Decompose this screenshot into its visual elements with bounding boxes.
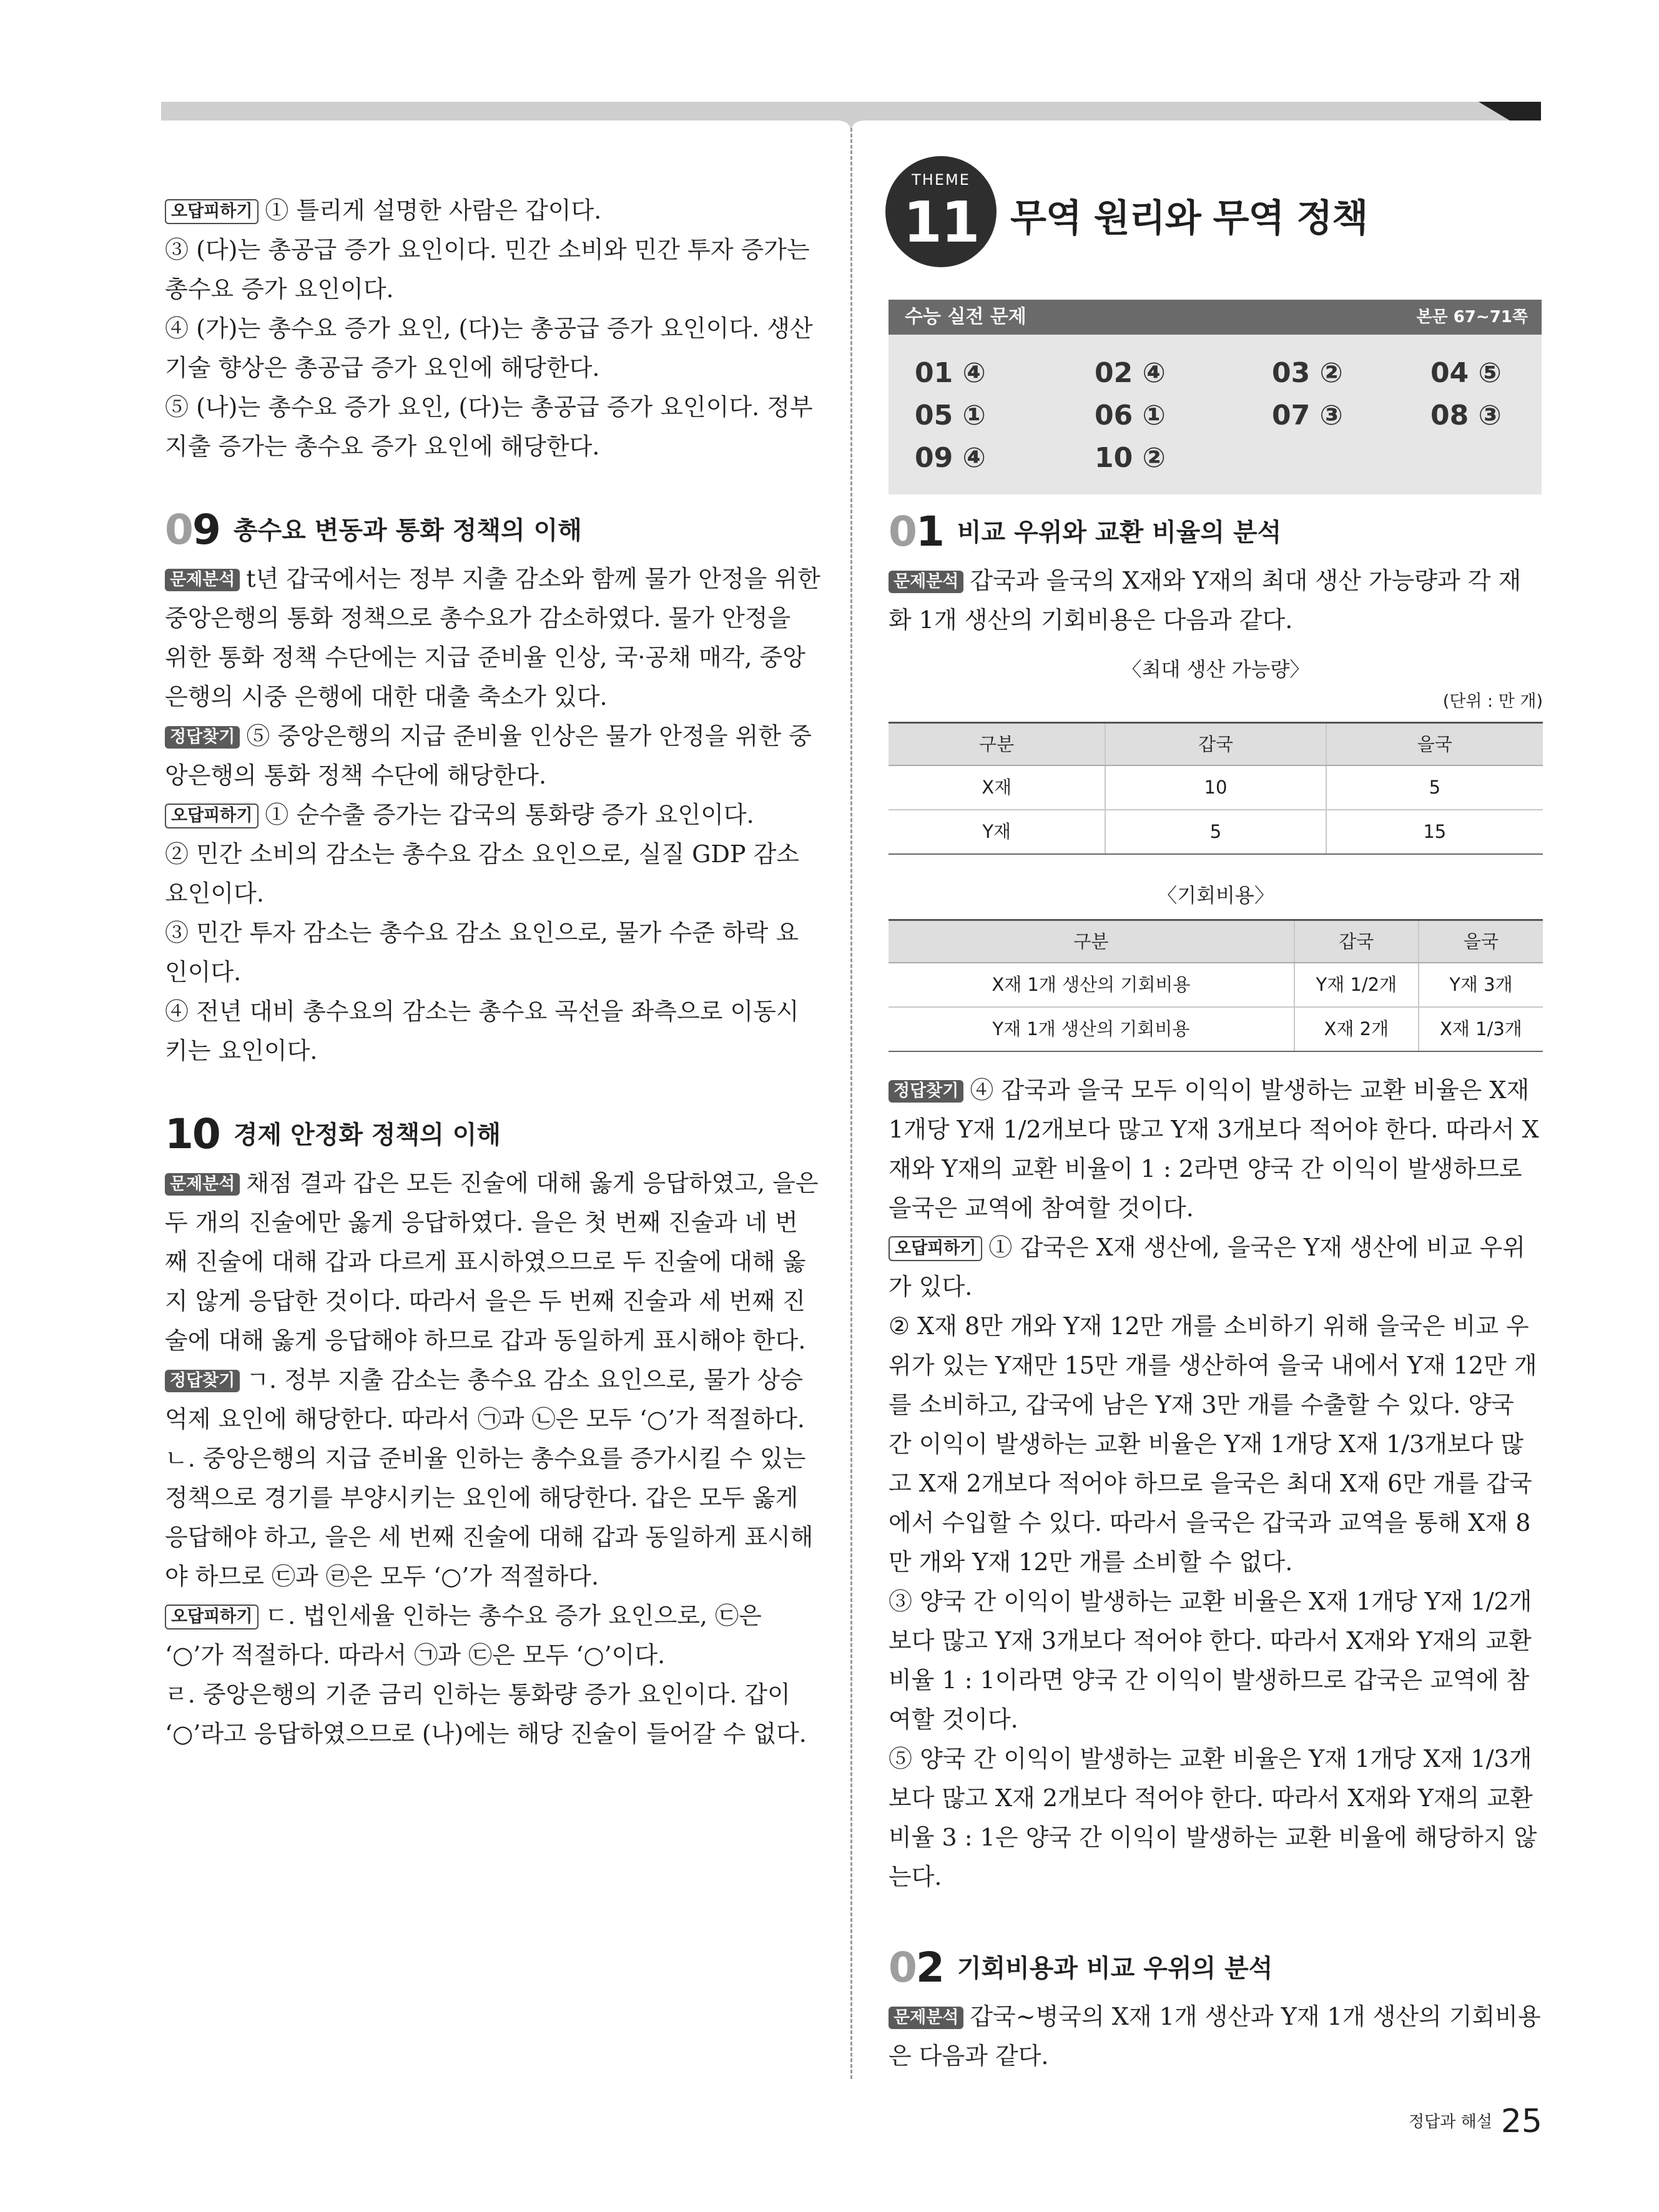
answer-item: 08 ③ (1430, 400, 1502, 431)
answer-item: 01 ④ (915, 357, 986, 389)
opportunity-cost-table (889, 919, 1543, 1052)
answer-item: 10 ② (1095, 442, 1166, 474)
analysis-tag: 문제분석 (165, 1173, 240, 1196)
analysis-block: 문제분석 채점 결과 갑은 모든 진술에 대해 옳게 응답하였고, 을은 두 개의 진술에만 옳게 응답하였다. 을은 첫 번째 진술과 네 번째 진술에 대해 갑과 다르게 표시하였으므로 두 진술에 대해 옳지 않게 응답한 것이다. 따라서 을은 두 번째 진술과 세 번째 진술에 대해 옳게 응답해야 하므로 갑과 동일하게 표시해야 한다. (165, 1169, 819, 1354)
production-table (889, 722, 1543, 855)
table-row (889, 1007, 1543, 1051)
question-heading-10: 10 경제 안정화 정책의 이해 (165, 1110, 501, 1158)
wrong-block: 오답피하기 ① 순수출 증가는 갑국의 통화량 증가 요인이다. (165, 795, 820, 835)
wrong-answer-tag: 오답피하기 (889, 1236, 982, 1261)
correct-block: 정답찾기 ④ 갑국과 을국 모두 이익이 발생하는 교환 비율은 X재 1개당 Y재 1/2개보다 많고 Y재 3개보다 적어야 한다. 따라서 X재와 Y재의 교환 비율이 1 : 2라면 양국 간 이익이 발생하므로 을국은 교역에 참여할 것이다. (889, 1076, 1539, 1222)
correct-block: 정답찾기 ⑤ 중앙은행의 지급 준비율 인상은 물가 안정을 위한 중앙은행의 통화 정책 수단에 해당한다. (165, 722, 812, 789)
answer-key-box (889, 300, 1542, 494)
analysis-block: 문제분석 t년 갑국에서는 정부 지출 감소와 함께 물가 안정을 위한 중앙은행의 통화 정책으로 총수요가 감소하였다. 물가 안정을 위한 통화 정책 수단에는 지급 준비율 인상, 국·공채 매각, 중앙은행의 시중 은행에 대한 대출 축소가 있다. (165, 565, 820, 710)
wrong-line: ③ 양국 간 이익이 발생하는 교환 비율은 X재 1개당 Y재 1/2개보다 많고 Y재 3개보다 적어야 한다. 따라서 X재와 Y재의 교환 비율 1 : 1이라면 양국 간 이익이 발생하므로 갑국은 교역에 참여할 것이다. (889, 1588, 1532, 1733)
wrong-line: ④ 전년 대비 총수요의 감소는 총수요 곡선을 좌측으로 이동시키는 요인이다. (165, 998, 799, 1064)
correct-block: 정답찾기 ㄱ. 정부 지출 감소는 총수요 감소 요인으로, 물가 상승 억제 요인에 해당한다. 따라서 ㉠과 ㉡은 모두 ‘○’가 적절하다. (165, 1366, 805, 1433)
table-caption: 〈기회비용〉 (1157, 883, 1274, 907)
intro-line: ③ (다)는 총공급 증가 요인이다. 민간 소비와 민간 투자 증가는 총수요 증가 요인이다. (165, 236, 810, 303)
table-cell: 15 (1326, 810, 1543, 854)
wrong-line: ③ 민간 투자 감소는 총수요 감소 요인으로, 물가 수준 하락 요인이다. (165, 919, 799, 986)
intro-wrong-block: 오답피하기 ① 틀리게 설명한 사람은 갑이다. (165, 191, 820, 230)
table-header: 갑국 (1294, 920, 1419, 963)
question-title: 총수요 변동과 통화 정책의 이해 (233, 516, 582, 545)
correct-line: ㄴ. 중앙은행의 지급 준비율 인하는 총수요를 증가시킬 수 있는 정책으로 경기를 부양시키는 요인에 해당한다. 갑은 모두 옳게 응답해야 하고, 을은 세 번째 진술에 대해 갑과 동일하게 표시해야 하므로 ㉢과 ㉣은 모두 ‘○’가 적절하다. (165, 1445, 814, 1590)
analysis-tag: 문제분석 (165, 569, 240, 591)
table-header: 을국 (1326, 723, 1543, 766)
table-cell: X재 1/3개 (1419, 1007, 1543, 1051)
analysis-block: 문제분석 갑국과 을국의 X재와 Y재의 최대 생산 가능량과 각 재화 1개 생산의 기회비용은 다음과 같다. (889, 567, 1522, 634)
intro-line: ⑤ (나)는 총수요 증가 요인, (다)는 총공급 증가 요인이다. 정부 지출 증가는 총수요 증가 요인에 해당한다. (165, 393, 813, 460)
question-heading-09: 09 총수요 변동과 통화 정책의 이해 (165, 506, 582, 554)
answer-item: 07 ③ (1272, 400, 1343, 431)
analysis-block: 문제분석 갑국~병국의 X재 1개 생산과 Y재 1개 생산의 기회비용은 다음과 같다. (889, 2003, 1541, 2070)
answer-item: 02 ④ (1095, 357, 1166, 389)
table-cell: X재 (889, 765, 1105, 810)
answer-item: 06 ① (1095, 400, 1166, 431)
table-cell: 5 (1105, 810, 1326, 854)
left-column (165, 191, 820, 1754)
table-row (889, 963, 1543, 1007)
table-row (889, 765, 1543, 810)
wrong-answer-tag: 오답피하기 (165, 199, 258, 224)
question-02 (889, 1944, 1543, 2076)
page-number: 25 (1500, 2103, 1542, 2140)
correct-tag: 정답찾기 (889, 1080, 963, 1103)
answer-item: 04 ⑤ (1430, 357, 1502, 389)
wrong-block: 오답피하기 ① 갑국은 X재 생산에, 을국은 Y재 생산에 비교 우위가 있다. (889, 1234, 1526, 1300)
question-title: 비교 우위와 교환 비율의 분석 (957, 518, 1282, 547)
question-heading-02: 02 기회비용과 비교 우위의 분석 (889, 1944, 1273, 1992)
correct-tag: 정답찾기 (165, 1370, 240, 1392)
table-unit: (단위 : 만 개) (1442, 692, 1543, 711)
answer-item: 03 ② (1272, 357, 1343, 389)
table-cell: 10 (1105, 765, 1326, 810)
table-caption: 〈최대 생산 가능량〉 (1121, 657, 1310, 681)
table-cell: Y재 1개 생산의 기회비용 (889, 1007, 1294, 1051)
table-cell: 5 (1326, 765, 1543, 810)
table-header: 구분 (889, 920, 1294, 963)
table-header-row (889, 920, 1543, 963)
theme-number: 11 (903, 190, 979, 255)
table-cell: Y재 (889, 810, 1105, 854)
footer-label: 정답과 해설 (1408, 2113, 1492, 2131)
answer-item: 09 ④ (915, 442, 986, 474)
analysis-tag: 문제분석 (889, 571, 963, 593)
table-cell: X재 2개 (1294, 1007, 1419, 1051)
answer-key-header (889, 300, 1542, 335)
theme-badge (885, 156, 997, 267)
wrong-answer-tag: 오답피하기 (165, 804, 258, 828)
table-header: 구분 (889, 723, 1105, 766)
wrong-line: ② 민간 소비의 감소는 총수요 감소 요인으로, 실질 GDP 감소 요인이다. (165, 840, 800, 907)
question-01 (889, 508, 1543, 1897)
table-cell: Y재 3개 (1419, 963, 1543, 1007)
answer-item: 05 ① (915, 400, 986, 431)
table-header: 갑국 (1105, 723, 1326, 766)
question-title: 경제 안정화 정책의 이해 (233, 1121, 501, 1149)
question-heading-01: 01 비교 우위와 교환 비율의 분석 (889, 508, 1282, 556)
page-footer (1409, 2103, 1542, 2140)
column-divider (850, 128, 852, 2079)
wrong-block: 오답피하기 ㄷ. 법인세율 인하는 총수요 증가 요인으로, ㉢은 ‘○’가 적절하다. 따라서 ㉠과 ㉢은 모두 ‘○’이다. (165, 1602, 762, 1669)
wrong-line: ㄹ. 중앙은행의 기준 금리 인하는 통화량 증가 요인이다. 갑이 ‘○’라고 응답하였으므로 (나)에는 해당 진술이 들어갈 수 없다. (165, 1681, 807, 1747)
analysis-tag: 문제분석 (889, 2007, 963, 2029)
wrong-answer-tag: 오답피하기 (165, 1605, 258, 1630)
header-bar (161, 102, 1541, 120)
table-row (889, 810, 1543, 854)
intro-line: ④ (가)는 총수요 증가 요인, (다)는 총공급 증가 요인이다. 생산 기술 향상은 총공급 증가 요인에 해당한다. (165, 315, 813, 381)
table-header: 을국 (1419, 920, 1543, 963)
table-cell: X재 1개 생산의 기회비용 (889, 963, 1294, 1007)
theme-label: THEME (912, 171, 970, 189)
answer-key-page-ref: 본문 67~71쪽 (1416, 308, 1528, 327)
theme-title: 무역 원리와 무역 정책 (1010, 197, 1368, 240)
answer-key-title: 수능 실전 문제 (905, 306, 1026, 328)
table-header-row (889, 723, 1543, 766)
correct-tag: 정답찾기 (165, 726, 240, 749)
wrong-line: ② X재 8만 개와 Y재 12만 개를 소비하기 위해 을국은 비교 우위가 있는 Y재만 15만 개를 생산하여 을국 내에서 Y재 12만 개를 소비하고, 갑국에 남은 Y재 3만 개를 수출할 수 있다. 양국 간 이익이 발생하는 교환 비율은 Y재 1개당 X재 1/3개보다 많고 X재 2개보다 적어야 하므로 을국은 최대 X재 6만 개를 갑국에서 수입할 수 있다. 따라서 을국은 갑국과 교역을 통해 X재 8만 개와 Y재 12만 개를 소비할 수 없다. (889, 1312, 1537, 1576)
question-title: 기회비용과 비교 우위의 분석 (957, 1954, 1273, 1983)
wrong-line: ⑤ 양국 간 이익이 발생하는 교환 비율은 Y재 1개당 X재 1/3개보다 많고 X재 2개보다 적어야 한다. 따라서 X재와 Y재의 교환 비율 3 : 1은 양국 간 이익이 발생하는 교환 비율에 해당하지 않는다. (889, 1745, 1537, 1890)
table-cell: Y재 1/2개 (1294, 963, 1419, 1007)
